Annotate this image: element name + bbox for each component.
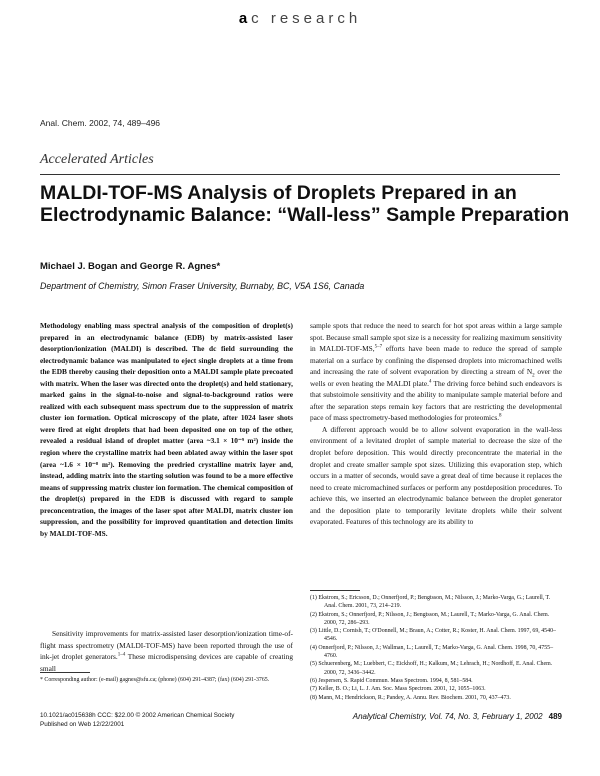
footnote-rule — [40, 672, 90, 673]
masthead-text: c research — [251, 10, 362, 27]
ref-superscript: 5–7 — [374, 344, 383, 350]
article-title: MALDI-TOF-MS Analysis of Droplets Prepared in an Electrodynamic Balance: “Wall-less” Sample Preparation — [40, 182, 570, 226]
ref-superscript: 8 — [499, 413, 502, 419]
reference-item: (2) Ekstrom, S.; Onnerfjord, P.; Nilsson, J.; Bengtsson, M.; Laurell, T.; Marko-Varga, G. Anal. Chem. 2000, 72, 286–293. — [310, 611, 550, 626]
reference-item: (4) Onnerfjord, P.; Nilsson, J.; Wallman, L.; Laurell, T.; Marko-Varga, G. Anal. Chem. 1998, 70, 4755–4760. — [310, 644, 554, 660]
section-rule — [40, 174, 560, 175]
reference-item: (5) Schuerenberg, M.; Luebbert, C.; Eickhoff, H.; Kalkum, M.; Lehrach, H.; Nordhoff, E. Anal. Chem. 2000, 72, 3436–3442. — [310, 661, 553, 676]
published-line: Published on Web 12/22/2001 — [40, 720, 125, 728]
reference-item: (3) Little, D.; Cornish, T.; O'Donnell, M.; Braun, A.; Cotter, R.; Koster, H. Anal. Chem. 1997, 69, 4540–4546. — [310, 628, 556, 643]
section-heading: Accelerated Articles — [40, 152, 154, 167]
reference-item: (6) Jespersen, S. Rapid Commun. Mass Spectrom. 1994, 8, 581–584. — [310, 677, 473, 684]
masthead-prefix: a — [238, 10, 252, 27]
body-paragraph: sample spots that reduce the need to search for hot spot areas within a large sample spot. Because small sample spot size is a necessity for realizing maximum sensitivity in MALDI-TOF-MS,$^{5-7}$ efforts have been made to reduce the spread of sample material on a surface by confining the dispensed droplets into micromachined wells and increasing the rate of solvent evaporation by directing a stream of $N_2$ over the wells or even heating the MALDI plate.$^4$ The driving force behind such endeavors is that substoimole sensitivity and the ability to manipulate sample material before and after the separation steps remain key factors that are restricting the developmental pace of mass spectrometry-based methodologies for proteomics.$^8$ — [310, 321, 563, 423]
intro-text-end: These microdispensing devices are capable of creating small — [40, 652, 293, 673]
body-paragraph: A different approach would be to allow solvent evaporation in the wall-less environment of a levitated droplet of sample material to decrease the size of the droplet before deposition. This would directly preconcentrate the material in the droplet and create smaller sample spot sizes. Utilizing this evaporation step, which occurs in a matter of seconds, would save a great deal of time because it replaces the need to create micromachined surfaces or perform any postdeposition procedures. To achieve this, we inserted an electrodynamic balance between the droplet generator and the deposition plate to temporarily levitate droplets while their solvent evaporated. Features of this technology are its ability to — [310, 424, 562, 527]
page-number: 489 — [548, 712, 562, 721]
introduction-paragraph — [40, 628, 293, 674]
ref-superscript: 4 — [428, 379, 432, 385]
abstract: Methodology enabling mass spectral analysis of the composition of droplet(s) prepared in an electrodynamic balance (EDB) by matrix-assisted laser desorption/ionization (MALDI) is described. The dc field surrounding the electrodynamic balance was manipulated to eject single droplets at a time from the EDB thereby causing their deposition onto a MALDI sample plate precoated with matrix. When the laser was directed onto the droplet(s) and held stationary, marked gains in the signal-to-noise and signal-to-background ratios were realized with each subsequent mass spectrum due to the suppression of matrix cluster ion formation. Optical microscopy of the plate, after 1024 laser shots were fired at eight droplets that had been deposited one on top of the other, revealed a residual island of droplet matter (area ~3.1 × 10⁻⁹ m²) inside the region where the crystalline matrix had been ablated away within the laser spot (area ~1.6 × 10⁻⁸ m²). Removing the predried crystalline matrix layer and, instead, adding matrix into the starting solution was found to be a more effective means of suppressing matrix cluster ion formation. The chemical composition of the droplet(s) prepared in the EDB is discussed with regard to sample preconcentration, the images of the laser spot after MALDI, matrix cluster ion suppression, and the possibility for improved quantitation and detection limits by MALDI-TOF-MS. — [40, 321, 293, 538]
reference-list — [310, 594, 562, 702]
right-column — [310, 320, 562, 528]
citation-line: Anal. Chem. 2002, 74, 489–496 — [40, 118, 161, 128]
doi-line: 10.1021/ac015638h CCC: $22.00 © 2002 American Chemical Society — [40, 712, 235, 719]
subscript: 2 — [532, 373, 535, 379]
affiliation: Department of Chemistry, Simon Fraser University, Burnaby, BC, V5A 1S6, Canada — [40, 281, 365, 291]
intro-text: Sensitivity improvements for matrix-assisted laser desorption/ionization time-of-flight mass spectrometry (MALDI-TOF-MS) have been reported through the use of ink-jet droplet generators. — [40, 629, 293, 662]
footer-left — [40, 712, 234, 729]
footer-right — [310, 712, 562, 721]
journal-masthead — [0, 10, 600, 27]
corresponding-author-footnote: * Corresponding author: (e-mail) gagnes@sfu.ca; (phone) (604) 291-4387; (fax) (604) 291-3765. — [40, 677, 270, 683]
journal-footer: Analytical Chemistry, Vol. 74, No. 3, February 1, 2002 — [352, 712, 543, 721]
author-list: Michael J. Bogan and George R. Agnes* — [40, 261, 221, 272]
reference-item: (7) Keller, B. O.; Li, L. J. Am. Soc. Mass Spectrom. 2001, 12, 1055–1063. — [310, 686, 486, 693]
references-rule — [310, 590, 360, 591]
ref-superscript: 1–4 — [117, 652, 126, 658]
reference-item: (1) Ekstrom, S.; Ericsson, D.; Onnerfjord, P.; Bengtsson, M.; Nilsson, J.; Marko-Varga, G.; Laurell, T. Anal. Chem. 2001, 73, 214–219. — [310, 595, 551, 610]
reference-item: (8) Mann, M.; Hendrickson, R.; Pandey, A. Annu. Rev. Biochem. 2001, 70, 437–473. — [310, 694, 511, 701]
